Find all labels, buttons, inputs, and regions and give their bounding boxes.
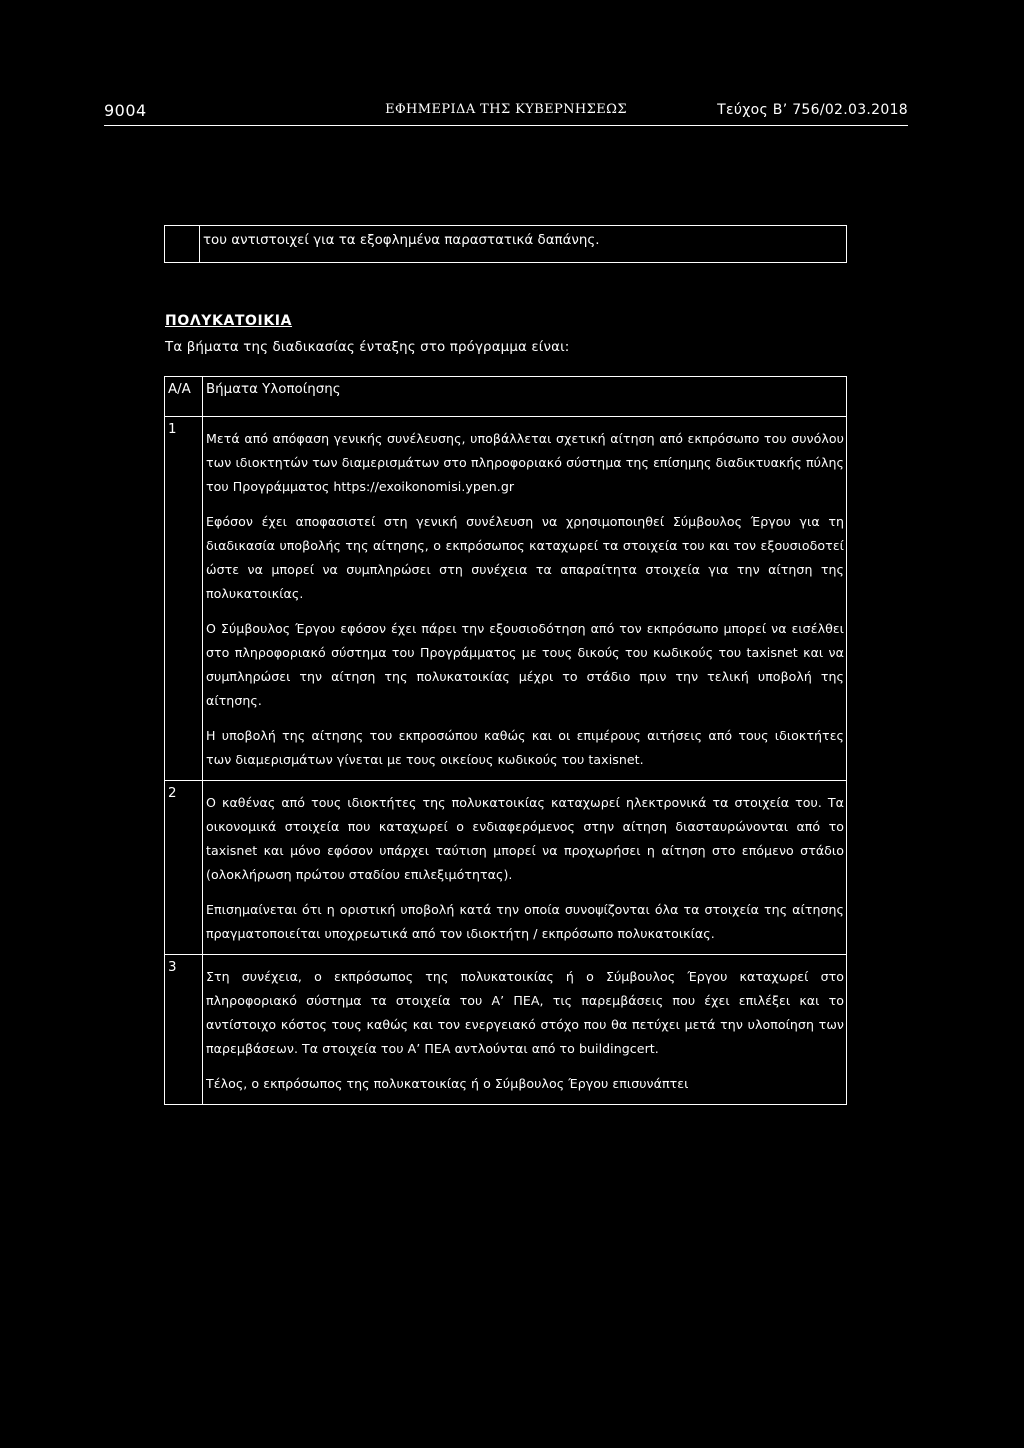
- step-description: [203, 417, 847, 781]
- step-number: 1: [165, 417, 203, 781]
- table-row: [165, 226, 847, 263]
- step-paragraph: Μετά από απόφαση γενικής συνέλευσης, υποβάλλεται σχετική αίτηση από εκπρόσωπο του συνόλου των ιδιοκτητών των διαμερισμάτων στο πληροφοριακό σύστημα της επίσημης διαδικτυακής πύλης του Προγράμματος https://exoikonomisi.ypen.gr: [206, 431, 844, 494]
- step-paragraph: Στη συνέχεια, ο εκπρόσωπος της πολυκατοικίας ή ο Σύμβουλος Έργου καταχωρεί στο πληροφοριακό σύστημα τα στοιχεία του Α’ ΠΕΑ, τις παρεμβάσεις που έχει επιλέξει και το αντίστοιχο κόστος τους καθώς και τον ενεργειακό στόχο που θα πετύχει μετά την υλοποίηση των παρεμβάσεων. Τα στοιχεία του Α’ ΠΕΑ αντλούνται από το buildingcert.: [206, 969, 844, 1056]
- table-cell-text: του αντιστοιχεί για τα εξοφλημένα παραστατικά δαπάνης.: [200, 226, 847, 263]
- table-header-row: [165, 377, 847, 417]
- step-description: [203, 955, 847, 1105]
- step-paragraph: Η υποβολή της αίτησης του εκπροσώπου καθώς και οι επιμέρους αιτήσεις από τους ιδιοκτήτες των διαμερισμάτων γίνεται με τους οικείους κωδικούς του taxisnet.: [206, 728, 844, 767]
- page-header: [104, 101, 908, 126]
- steps-table: [164, 376, 847, 1105]
- table-row: [165, 417, 847, 781]
- section-title: ΠΟΛΥΚΑΤΟΙΚΙΑ: [165, 313, 293, 329]
- table-row: [165, 781, 847, 955]
- issue-reference: Τεύχος Β’ 756/02.03.2018: [717, 102, 908, 118]
- column-header-number: Α/Α: [165, 377, 203, 417]
- page-number: 9004: [104, 101, 147, 120]
- step-paragraph: Τέλος, ο εκπρόσωπος της πολυκατοικίας ή ο Σύμβουλος Έργου επισυνάπτει: [206, 1076, 689, 1091]
- step-paragraph: Ο καθένας από τους ιδιοκτήτες της πολυκατοικίας καταχωρεί ηλεκτρονικά τα στοιχεία του. Τα οικονομικά στοιχεία που καταχωρεί ο ενδιαφερόμενος στην αίτηση διασταυρώνονται από το taxisnet και μόνο εφόσον υπάρχει ταύτιση μπορεί να προχωρήσει η αίτηση στο επόμενο στάδιο (ολοκλήρωση πρώτου σταδίου επιλεξιμότητας).: [206, 795, 844, 882]
- table-cell-empty: [165, 226, 200, 263]
- step-description: [203, 781, 847, 955]
- step-number: 2: [165, 781, 203, 955]
- step-paragraph: Εφόσον έχει αποφασιστεί στη γενική συνέλευση να χρησιμοποιηθεί Σύμβουλος Έργου για τη διαδικασία υποβολής της αίτησης, ο εκπρόσωπος καταχωρεί τα στοιχεία του και τον εξουσιοδοτεί ώστε να μπορεί να συμπληρώσει στη συνέχεια τα απαραίτητα στοιχεία για την αίτηση της πολυκατοικίας.: [206, 514, 844, 601]
- step-number: 3: [165, 955, 203, 1105]
- previous-table-fragment: [164, 225, 847, 263]
- column-header-steps: Βήματα Υλοποίησης: [203, 377, 847, 417]
- gazette-title: ΕΦΗΜΕΡΙΔΑ ΤΗΣ ΚΥΒΕΡΝΗΣΕΩΣ: [385, 102, 627, 117]
- table-row: [165, 955, 847, 1105]
- step-paragraph: Επισημαίνεται ότι η οριστική υποβολή κατά την οποία συνοψίζονται όλα τα στοιχεία της αίτησης πραγματοποιείται υποχρεωτικά από τον ιδιοκτήτη / εκπρόσωπο πολυκατοικίας.: [206, 902, 844, 941]
- section-intro: Τα βήματα της διαδικασίας ένταξης στο πρόγραμμα είναι:: [165, 340, 570, 355]
- step-paragraph: Ο Σύμβουλος Έργου εφόσον έχει πάρει την εξουσιοδότηση από τον εκπρόσωπο μπορεί να εισέλθει στο πληροφοριακό σύστημα του Προγράμματος με τους δικούς του κωδικούς του taxisnet και να συμπληρώσει την αίτηση της πολυκατοικίας μέχρι το στάδιο πριν την τελική υποβολή της αίτησης.: [206, 621, 844, 708]
